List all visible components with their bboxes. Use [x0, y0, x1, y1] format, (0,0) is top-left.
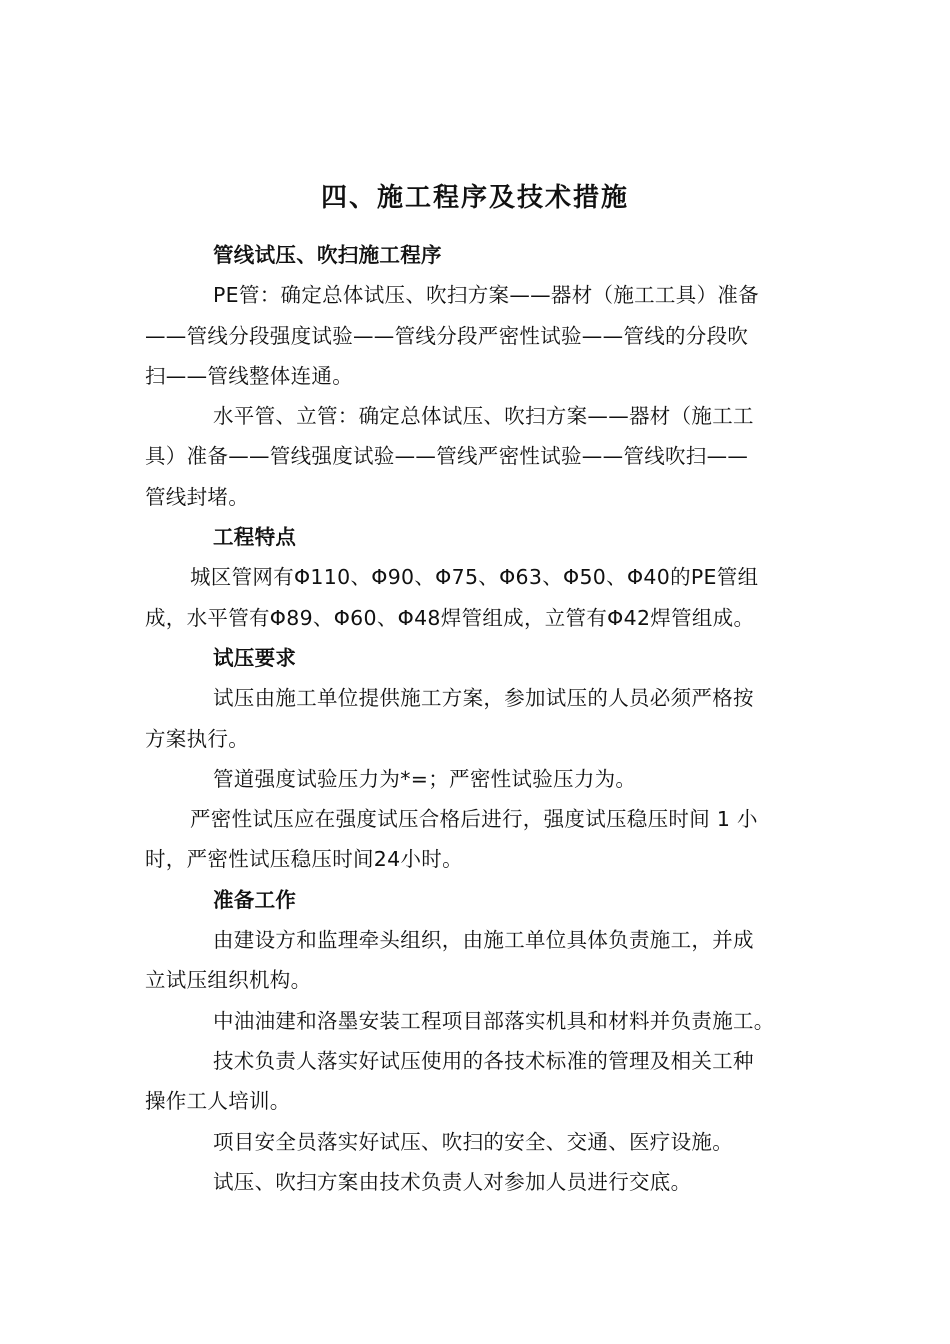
paragraph-line: 时，严密性试压稳压时间24小时。: [145, 847, 463, 872]
paragraph-line: 操作工人培训。: [145, 1089, 291, 1114]
paragraph-line: PE管：确定总体试压、吹扫方案——器材（施工工具）准备: [213, 283, 759, 308]
paragraph-line: 试压、吹扫方案由技术负责人对参加人员进行交底。: [213, 1169, 692, 1194]
section-heading: 工程特点: [213, 525, 297, 550]
paragraph-line: 管道强度试验压力为*=；严密性试验压力为。: [213, 766, 637, 791]
paragraph-line: ——管线分段强度试验——管线分段严密性试验——管线的分段吹: [145, 323, 749, 348]
paragraph-line: 由建设方和监理牵头组织，由施工单位具体负责施工，并成: [213, 928, 754, 953]
paragraph-line: 项目安全员落实好试压、吹扫的安全、交通、医疗设施。: [213, 1129, 733, 1154]
document-body: [145, 235, 810, 1202]
paragraph-line: 方案执行。: [145, 726, 249, 751]
paragraph-line: 具）准备——管线强度试验——管线严密性试验——管线吹扫——: [145, 444, 749, 469]
section-heading: 试压要求: [213, 645, 297, 670]
section-heading: 管线试压、吹扫施工程序: [213, 243, 442, 267]
paragraph-line: 试压由施工单位提供施工方案，参加试压的人员必须严格按: [213, 686, 754, 711]
paragraph-line: 成，水平管有Φ89、Φ60、Φ48焊管组成，立管有Φ42焊管组成。: [145, 605, 755, 630]
paragraph-line: 中油油建和洛墨安装工程项目部落实机具和材料并负责施工。: [213, 1008, 775, 1033]
paragraph-line: 立试压组织机构。: [145, 968, 312, 993]
paragraph-line: 城区管网有Φ110、Φ90、Φ75、Φ63、Φ50、Φ40的PE管组: [190, 565, 759, 590]
section-heading: 准备工作: [213, 887, 297, 912]
page-title: 四、施工程序及技术措施: [320, 183, 629, 213]
paragraph-line: 管线封堵。: [145, 484, 249, 509]
paragraph-line: 水平管、立管：确定总体试压、吹扫方案——器材（施工工: [213, 404, 754, 429]
paragraph-line: 严密性试压应在强度试压合格后进行，强度试压稳压时间 1 小: [190, 807, 758, 832]
paragraph-line: 技术负责人落实好试压使用的各技术标准的管理及相关工种: [213, 1048, 754, 1073]
paragraph-line: 扫——管线整体连通。: [145, 363, 353, 388]
